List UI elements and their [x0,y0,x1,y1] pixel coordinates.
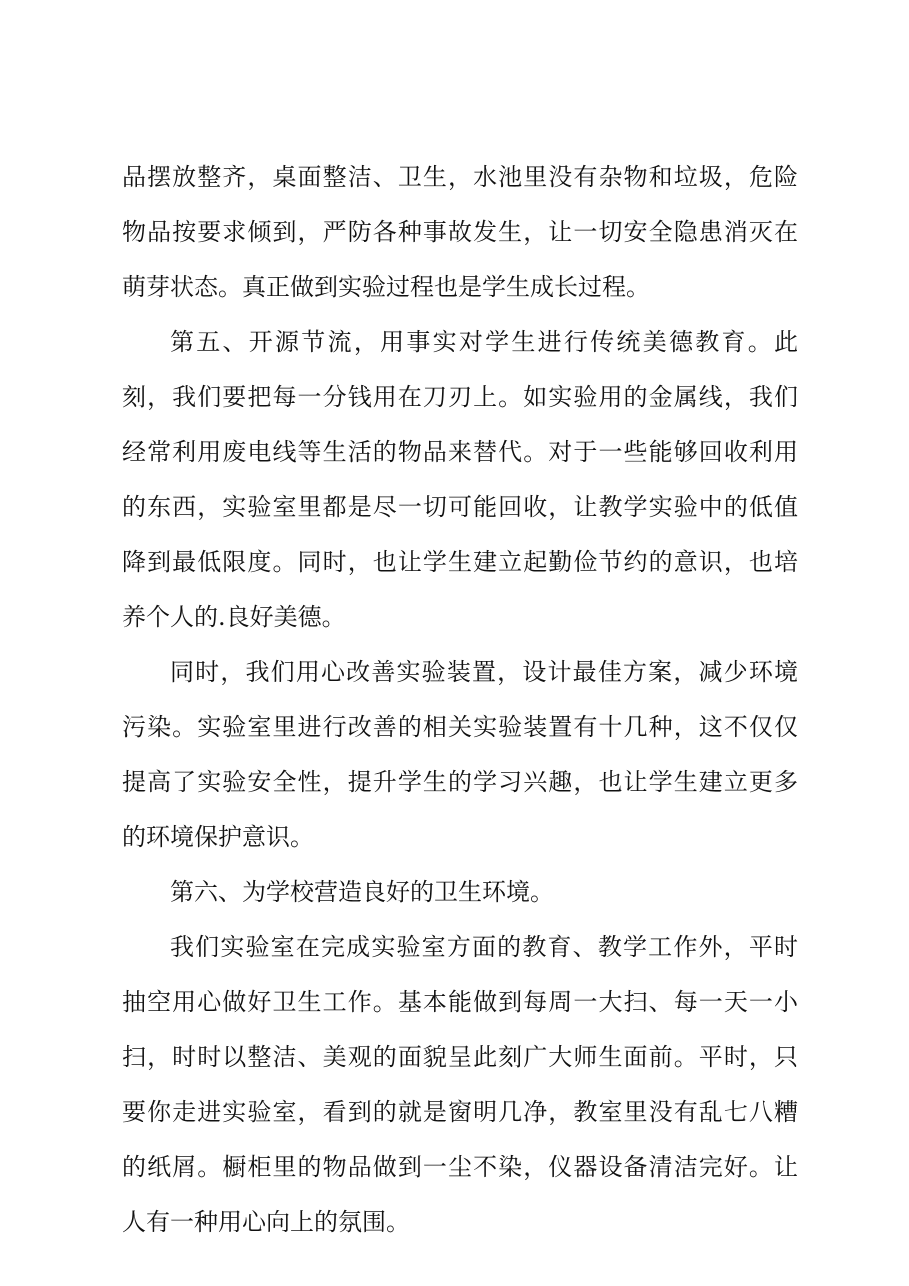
text-line: 提高了实验安全性，提升学生的学习兴趣，也让学生建立更多 [122,768,798,796]
paragraph-4 [122,865,798,920]
text-line: 物品按要求倾到，严防各种事故发生，让一切安全隐患消灭在 [122,218,798,246]
text-line: 我们实验室在完成实验室方面的教育、教学工作外，平时 [170,933,798,961]
text-line: 养个人的.良好美德。 [122,603,346,631]
text-line: 抽空用心做好卫生工作。基本能做到每周一大扫、每一天一小 [122,988,798,1016]
document-body [122,150,798,1250]
text-line: 要你走进实验室，看到的就是窗明几净，教室里没有乱七八糟 [122,1098,798,1126]
text-line: 品摆放整齐，桌面整洁、卫生，水池里没有杂物和垃圾，危险 [122,163,798,191]
text-line: 污染。实验室里进行改善的相关实验装置有十几种，这不仅仅 [122,713,798,741]
text-line: 第六、为学校营造良好的卫生环境。 [170,878,554,906]
text-line: 经常利用废电线等生活的物品来替代。对于一些能够回收利用 [122,438,798,466]
text-line: 萌芽状态。真正做到实验过程也是学生成长过程。 [122,273,650,301]
text-line: 刻，我们要把每一分钱用在刀刃上。如实验用的金属线，我们 [122,383,798,411]
text-line: 的环境保护意识。 [122,823,314,851]
text-line: 人有一种用心向上的氛围。 [122,1208,410,1236]
paragraph-2 [122,315,798,645]
text-line: 降到最低限度。同时，也让学生建立起勤俭节约的意识，也培 [122,548,798,576]
text-line: 的东西，实验室里都是尽一切可能回收，让教学实验中的低值 [122,493,798,521]
paragraph-3 [122,645,798,865]
text-line: 同时，我们用心改善实验装置，设计最佳方案，减少环境 [170,658,798,686]
text-line: 的纸屑。橱柜里的物品做到一尘不染，仪器设备清洁完好。让 [122,1153,798,1181]
paragraph-1 [122,150,798,315]
text-line: 扫，时时以整洁、美观的面貌呈此刻广大师生面前。平时，只 [122,1043,798,1071]
text-line: 第五、开源节流，用事实对学生进行传统美德教育。此 [170,328,798,356]
paragraph-5 [122,920,798,1250]
